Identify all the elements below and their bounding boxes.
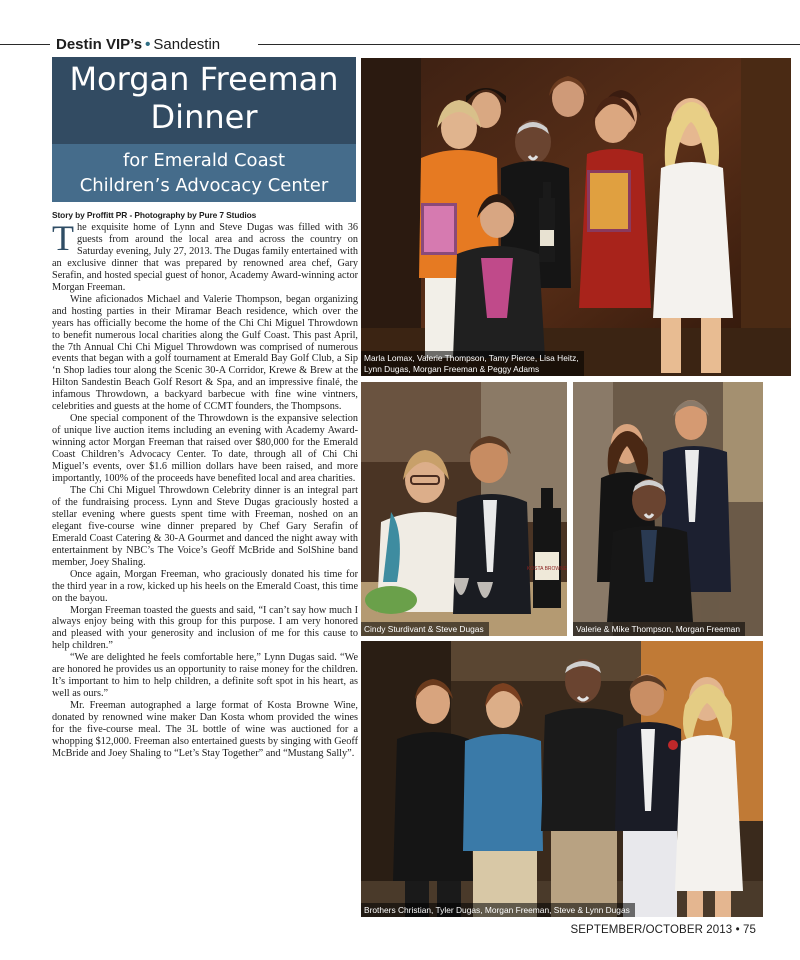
group-photo-caption [361, 351, 584, 376]
article-paragraph-8: Mr. Freeman autographed a large format of Kosta Browne Wine, donated by renowned wine maker Dan Kosta whom provided the wines for the five-course meal. The 3L bottle of wine was auctioned for a whopping $12,000. Freeman also entertained guests by singing with Geoff McBride and Joey Shaling to “Let’s Stay Together” and “Mustang Sally”. [52, 700, 358, 759]
group-photo [361, 58, 791, 376]
paragraph-text: he exquisite home of Lynn and Steve Dugas was filled with 36 guests from around the local area and across the country on Saturday evening, July 27, 2013. The Dugas family entertained with an exclusive dinner that was prepared by renowned area chef, Gary Serafin, and hosted special guest of honor, Academy Award-winning actor Morgan Freeman. [52, 222, 358, 293]
article-paragraph-7: “We are delighted he feels comfortable here,” Lynn Dugas said. “We are honored he provides us an opportunity to raise money for the children. It’s important to him to help children, a definite soft spot in his heart, as well as ours.” [52, 652, 358, 700]
article-body [52, 222, 358, 922]
byline: Story by Proffitt PR - Photography by Pure 7 Studios [52, 210, 257, 220]
title-line-2: Dinner [150, 98, 258, 136]
title-line-1: Morgan Freeman [69, 60, 339, 98]
caption-line-2: Lynn Dugas, Morgan Freeman & Peggy Adams [364, 363, 540, 374]
header-rule-left [0, 44, 50, 45]
cindy-steve-caption: Cindy Sturdivant & Steve Dugas [361, 622, 489, 637]
brothers-photo [361, 641, 763, 917]
article-paragraph-6: Morgan Freeman toasted the guests and said, “I can’t say how much I always enjoy being with this group for this purpose. I am very honored and pleased with your generosity and inclusion of me for this cause to help children.” [52, 604, 358, 652]
group-photo-illustration [361, 58, 791, 376]
article-paragraph-3: One special component of the Throwdown is the expansive selection of unique live auction items including an evening with Academy Award-winning actor Morgan Freeman that raised over $80,000 for the Emerald Coast Children’s Advocacy Center. To date, through all of Chi Chi Miguel’s events, over $1.6 million dollars have been raised, and more importantly, 100% of the proceeds have benefited local and area charities. [52, 413, 358, 485]
bullet-separator: • [145, 36, 151, 53]
article-title [52, 60, 356, 136]
brothers-illustration [361, 641, 763, 917]
subtitle-line-2: Children’s Advocacy Center [79, 175, 329, 196]
article-paragraph-4: The Chi Chi Miguel Throwdown Celebrity dinner is an integral part of the fundraising process. Lynn and Steve Dugas graciously hosted a stellar evening where guests spent time with Freeman, noshed on an elegant five-course wine dinner prepared by Chef Gary Serafin of Emerald Coast Catering & 30-A Gourmet and danced the night away with entertainment by NBC’s The Voice’s Geoff McBride and SolShine band member, Joey Shaling. [52, 484, 358, 568]
wine-bottle-label: KOSTA BROWNE [526, 566, 567, 572]
cindy-steve-illustration [361, 382, 567, 636]
thompsons-caption: Valerie & Mike Thompson, Morgan Freeman [573, 622, 745, 637]
drop-cap: T [52, 222, 74, 258]
header-rule-right [258, 44, 800, 45]
article-paragraph-2: Wine aficionados Michael and Valerie Thompson, began organizing and hosting parties in their Miramar Beach residence, which over the years has officially become the home of the Chi Chi Miguel Throwdown to benefit numerous local charities along the Gulf Coast. This past April, the 7th Annual Chi Chi Miguel Throwdown was comprised of numerous events that began with a golf tournament at Emerald Bay Golf Club, a Sip ‘n Shop ladies tour along the Scenic 30-A Corridor, Krewe & Brew at the Hilton Sandestin Beach Golf Resort & Spa, and an impressive finalé, the infamous Throwdown, a backyard barbecue with fine wine vintners, celebrities and guests at the home of CCMT founders, the Thompsons. [52, 293, 358, 413]
subtitle-line-1: for Emerald Coast [122, 150, 286, 171]
section-location: Sandestin [153, 36, 221, 53]
section-name: Destin VIP’s [56, 36, 143, 53]
thompsons-illustration [573, 382, 763, 636]
article-paragraph-1 [52, 222, 358, 294]
brothers-caption: Brothers Christian, Tyler Dugas, Morgan Freeman, Steve & Lynn Dugas [361, 903, 635, 918]
section-header [56, 36, 220, 53]
thompsons-photo [573, 382, 763, 636]
page-footer: SEPTEMBER/OCTOBER 2013 • 75 [570, 924, 756, 936]
caption-line-1: Marla Lomax, Valerie Thompson, Tamy Pierce, Lisa Heitz, [364, 353, 579, 363]
article-subtitle [52, 148, 356, 198]
article-paragraph-5: Once again, Morgan Freeman, who graciously donated his time for the third year in a row, kicked up his heels on the Emerald Coast, this time on the bayou. [52, 568, 358, 604]
cindy-steve-photo [361, 382, 567, 636]
